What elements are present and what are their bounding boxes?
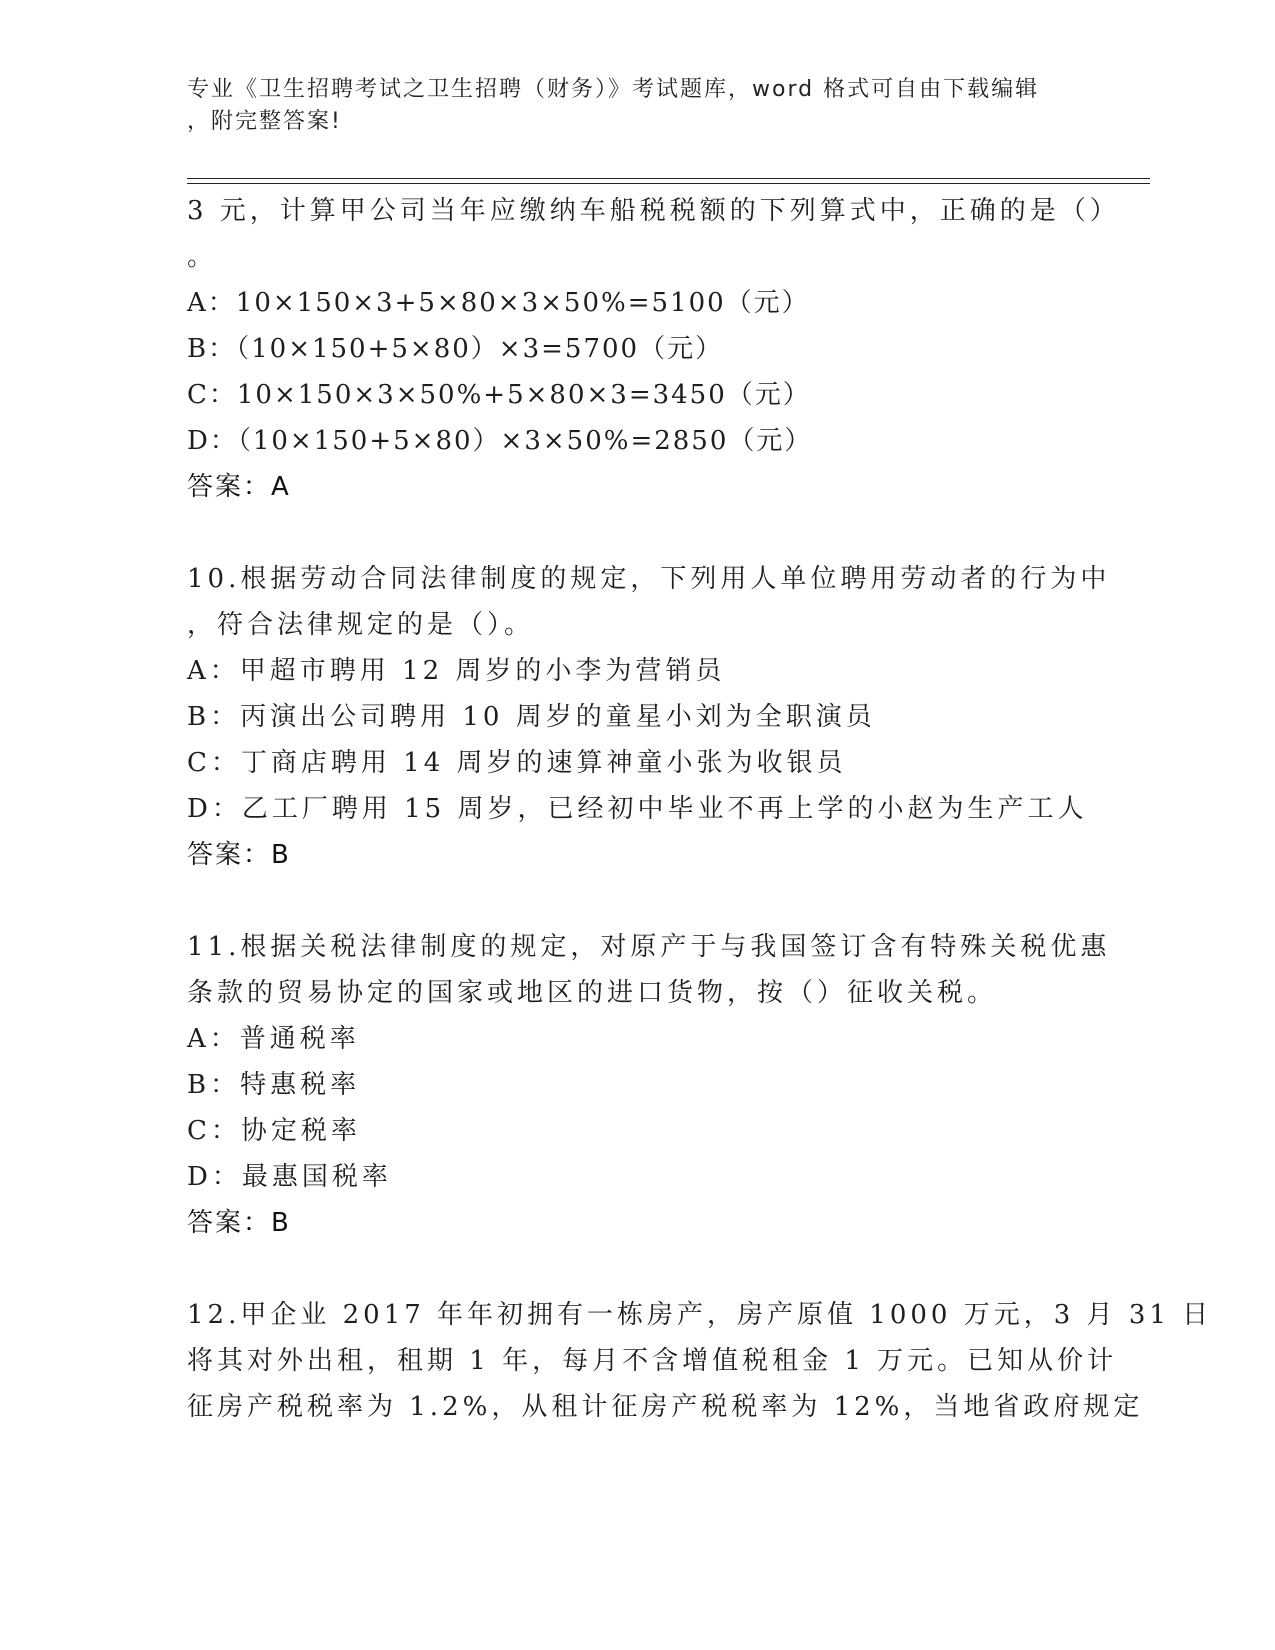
question-11	[187, 924, 1111, 1246]
header-line-2: ，附完整答案!	[187, 109, 342, 134]
question-11-option-c: C：协定税率	[187, 1116, 361, 1146]
spacer	[187, 1246, 1087, 1292]
question-12	[187, 1292, 1213, 1430]
header-divider-top	[187, 178, 1150, 179]
question-10-stem-line-1: 10.根据劳动合同法律制度的规定，下列用人单位聘用劳动者的行为中	[187, 564, 1111, 594]
question-10-option-d: D：乙工厂聘用 15 周岁，已经初中毕业不再上学的小赵为生产工人	[187, 794, 1088, 824]
question-9-answer: 答案：A	[187, 472, 291, 502]
question-11-stem-line-1: 11.根据关税法律制度的规定，对原产于与我国签订含有特殊关税优惠	[187, 932, 1111, 962]
question-9-option-d: D：（10×150+5×80）×3×50%=2850（元）	[187, 426, 813, 456]
question-12-stem-line-2: 将其对外出租，租期 1 年，每月不含增值税租金 1 万元。已知从价计	[187, 1346, 1118, 1376]
question-9-stem-line-2: 。	[187, 242, 218, 272]
question-11-stem-line-2: 条款的贸易协定的国家或地区的进口货物，按（）征收关税。	[187, 978, 998, 1008]
question-10-stem-line-2: ，符合法律规定的是（）。	[187, 610, 535, 640]
question-content	[187, 188, 1213, 1430]
header-divider-bottom	[187, 183, 1150, 184]
question-12-stem-line-3: 征房产税税率为 1.2%，从租计征房产税税率为 12%，当地省政府规定	[187, 1392, 1144, 1422]
question-11-option-d: D：最惠国税率	[187, 1162, 392, 1192]
question-10-option-a: A：甲超市聘用 12 周岁的小李为营销员	[187, 656, 726, 686]
question-10-option-c: C：丁商店聘用 14 周岁的速算神童小张为收银员	[187, 748, 847, 778]
question-9-option-b: B：（10×150+5×80）×3=5700（元）	[187, 334, 724, 364]
question-9-option-a: A：10×150×3+5×80×3×50%=5100（元）	[187, 288, 810, 318]
question-9-option-c: C：10×150×3×50%+5×80×3=3450（元）	[187, 380, 811, 410]
question-10-answer: 答案：B	[187, 840, 291, 870]
spacer	[187, 510, 1087, 556]
question-10-option-b: B：丙演出公司聘用 10 周岁的童星小刘为全职演员	[187, 702, 876, 732]
question-9	[187, 188, 1120, 510]
header-line-1: 专业《卫生招聘考试之卫生招聘（财务）》考试题库，word 格式可自由下载编辑	[187, 77, 1040, 102]
question-9-stem-line-1: 3 元，计算甲公司当年应缴纳车船税税额的下列算式中，正确的是（）	[187, 196, 1120, 226]
spacer	[187, 878, 1087, 924]
question-11-option-a: A：普通税率	[187, 1024, 360, 1054]
question-10	[187, 556, 1111, 878]
question-12-stem-line-1: 12.甲企业 2017 年年初拥有一栋房产，房产原值 1000 万元，3 月 31 日	[187, 1300, 1213, 1330]
question-11-answer: 答案：B	[187, 1208, 291, 1238]
document-header	[187, 74, 1087, 138]
question-11-option-b: B：特惠税率	[187, 1070, 361, 1100]
